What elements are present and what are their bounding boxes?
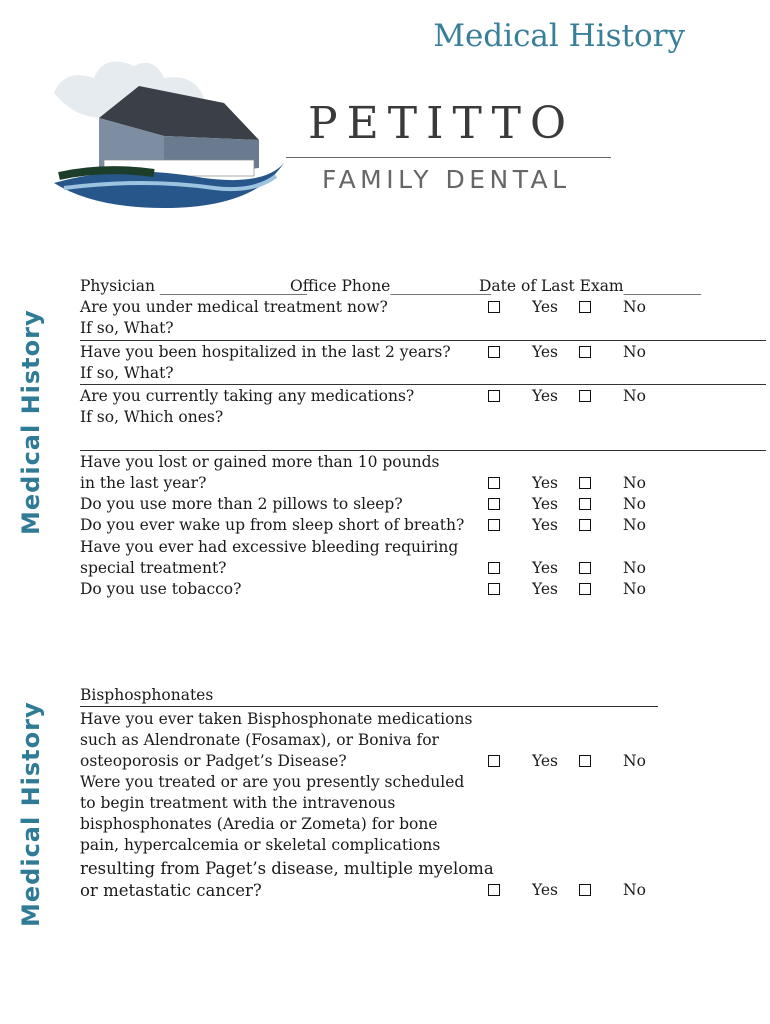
divider	[80, 450, 766, 451]
no-checkbox[interactable]	[579, 884, 591, 896]
question-text: osteoporosis or Padget’s Disease?	[80, 752, 347, 770]
divider	[80, 384, 766, 385]
no-checkbox[interactable]	[579, 583, 591, 595]
yes-checkbox[interactable]	[488, 301, 500, 313]
divider	[80, 340, 766, 341]
no-label: No	[623, 495, 646, 513]
question-text: pain, hypercalcemia or skeletal complications	[80, 836, 441, 854]
yes-checkbox[interactable]	[488, 755, 500, 767]
yes-label: Yes	[532, 298, 559, 316]
section-heading: Bisphosphonates	[80, 686, 214, 704]
no-checkbox[interactable]	[579, 562, 591, 574]
no-label: No	[623, 580, 646, 598]
yes-checkbox[interactable]	[488, 477, 500, 489]
question-text: Have you ever taken Bisphosphonate medications	[80, 710, 473, 728]
no-checkbox[interactable]	[579, 390, 591, 402]
question-text: or metastatic cancer?	[80, 881, 262, 900]
house-logo-image	[44, 48, 284, 213]
question-text: Have you ever had excessive bleeding requiring	[80, 538, 459, 556]
no-label: No	[623, 559, 646, 577]
brand-name: PETITTO	[308, 98, 576, 149]
question-text: Do you ever wake up from sleep short of breath?	[80, 516, 465, 534]
last-exam-field[interactable]: Date of Last Exam__________	[479, 277, 702, 295]
yes-checkbox[interactable]	[488, 884, 500, 896]
yes-checkbox[interactable]	[488, 583, 500, 595]
no-label: No	[623, 516, 646, 534]
brand-divider	[286, 157, 611, 158]
yes-label: Yes	[532, 387, 559, 405]
office-phone-field[interactable]: Office Phone_____________	[290, 277, 492, 295]
question-text: resulting from Paget’s disease, multiple myeloma	[80, 859, 494, 878]
no-label: No	[623, 298, 646, 316]
no-label: No	[623, 343, 646, 361]
no-checkbox[interactable]	[579, 498, 591, 510]
no-label: No	[623, 474, 646, 492]
question-text: Do you use tobacco?	[80, 580, 242, 598]
divider	[80, 706, 658, 707]
no-label: No	[623, 881, 646, 899]
question-text: such as Alendronate (Fosamax), or Boniva for	[80, 731, 439, 749]
yes-label: Yes	[532, 752, 559, 770]
question-followup: If so, Which ones?	[80, 408, 224, 426]
yes-checkbox[interactable]	[488, 390, 500, 402]
question-text: Have you lost or gained more than 10 pounds	[80, 453, 440, 471]
question-text: to begin treatment with the intravenous	[80, 794, 396, 812]
yes-label: Yes	[532, 881, 559, 899]
no-checkbox[interactable]	[579, 519, 591, 531]
yes-checkbox[interactable]	[488, 519, 500, 531]
no-label: No	[623, 387, 646, 405]
yes-label: Yes	[532, 580, 559, 598]
side-label-medical-history: Medical History	[17, 701, 45, 927]
no-label: No	[623, 752, 646, 770]
question-text: Are you currently taking any medications?	[80, 387, 415, 405]
yes-label: Yes	[532, 516, 559, 534]
brand-subtitle: FAMILY DENTAL	[322, 165, 571, 194]
no-checkbox[interactable]	[579, 477, 591, 489]
yes-label: Yes	[532, 495, 559, 513]
yes-label: Yes	[532, 474, 559, 492]
question-text-cont: special treatment?	[80, 559, 227, 577]
yes-checkbox[interactable]	[488, 346, 500, 358]
no-checkbox[interactable]	[579, 346, 591, 358]
question-text: Were you treated or are you presently scheduled	[80, 773, 465, 791]
side-label-medical-history: Medical History	[17, 309, 45, 535]
yes-label: Yes	[532, 559, 559, 577]
question-text: Do you use more than 2 pillows to sleep?	[80, 495, 403, 513]
question-text-cont: in the last year?	[80, 474, 207, 492]
question-followup: If so, What?	[80, 319, 174, 337]
physician-field[interactable]: Physician ___________________	[80, 277, 308, 295]
yes-checkbox[interactable]	[488, 562, 500, 574]
page-title: Medical History	[433, 18, 685, 54]
yes-checkbox[interactable]	[488, 498, 500, 510]
question-text: Have you been hospitalized in the last 2 years?	[80, 343, 451, 361]
question-followup: If so, What?	[80, 364, 174, 382]
yes-label: Yes	[532, 343, 559, 361]
no-checkbox[interactable]	[579, 755, 591, 767]
no-checkbox[interactable]	[579, 301, 591, 313]
question-text: Are you under medical treatment now?	[80, 298, 388, 316]
question-text: bisphosphonates (Aredia or Zometa) for bone	[80, 815, 438, 833]
